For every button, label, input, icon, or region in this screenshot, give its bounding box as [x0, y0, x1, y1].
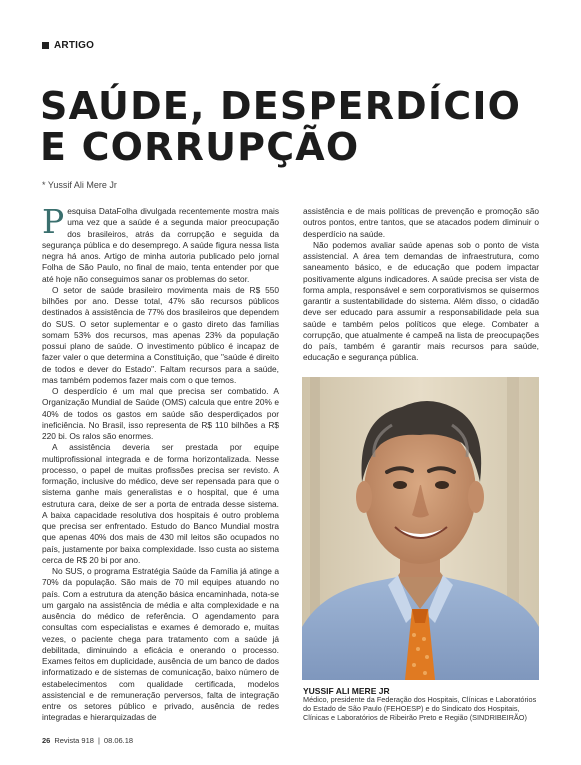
caption-name: YUSSIF ALI MERE JR — [303, 686, 390, 696]
section-label-text: ARTIGO — [54, 40, 95, 51]
page-number: 26 — [42, 736, 51, 745]
paragraph-7: Não podemos avaliar saúde apenas sob o ponto de vista assistencial. A área tem demandas de infraestrutura, como saneamento básico, e de educação que podem impactar positivamente alguns indicadores. A saúde precisa ser vista de forma ampla, responsável e sem corporativismos se quisermos garantir a sustentabilidade do sistema. Além disso, o cidadão deve ser educado para assumir a responsabilidade pela sua saúde e também pelos políticos que elege. Combater a corrupção, que atualmente é campeã na lista de preocupações do país, também é garantir mais recursos para saúde, educação e segurança pública. — [303, 239, 539, 363]
paragraph-3: O desperdício é um mal que precisa ser combatido. A Organização Mundial de Saúde (OMS) calcula que entre 20% e 40% de todos os gastos em saúde são desperdiçados por ineficiência. No Brasil, isso representa de R$ 110 bilhões a R$ 220 bi. Os ralos são enormes. — [42, 386, 279, 441]
section-square-icon — [42, 42, 49, 49]
publication-name: Revista 918 — [54, 736, 94, 745]
page-title — [40, 86, 521, 168]
paragraph-5: No SUS, o programa Estratégia Saúde da Família já atinge a 70% da população. São mais de 70 mil equipes atuando no país. Com a estrutura da atenção básica encaminhada, nota-se um gargalo na assistência de média e alta complexidade e na ausência do médico de referência. O agendamento para consultas com especialistas e exames é demorado e, muitas vezes, o paciente chega para tratamento com a saúde já debilitada, diminuindo a eficácia e onerando o processo. Exames feitos em duplicidade, ausência de um banco de dados informatizado e de sistemas de comunicação, baixo número de estabelecimentos com qualidade certificada, modelos assistencial e de remuneração perversos, falta de integração entre os setores público e privado, ausência de redes integradas e hierarquizadas de — [42, 566, 279, 723]
paragraph-2: O setor de saúde brasileiro movimenta mais de R$ 550 bilhões por ano. Desse total, 47% são recursos públicos destinados à assistência de 77% dos brasileiros que dependem do SUS. O setor suplementar e o gasto direto das famílias somam 53% dos recursos, mas apenas 23% da população possui plano de saúde. O investimento público é incapaz de fazer valer o que determina a Constituição, que "saúde é direito de todos e dever do Estado". Faltam recursos para a saúde, mas também podemos fazer mais com o que temos. — [42, 284, 279, 385]
byline: * Yussif Ali Mere Jr — [42, 180, 117, 190]
author-portrait-image — [302, 377, 539, 680]
footer-separator: | — [97, 736, 100, 745]
caption-text: Médico, presidente da Federação dos Hospitais, Clínicas e Laboratórios do Estado de São Paulo (FEHOESP) e do Sindicato dos Hospitais, Clínicas e Laboratórios de Ribeirão Preto e Região (SINDRIBEIRÃO) — [303, 695, 537, 723]
paragraph-1 — [42, 202, 279, 285]
article-column-1 — [42, 202, 279, 724]
drop-cap: P — [42, 202, 65, 241]
title-line-2: E CORRUPÇÃO — [40, 125, 360, 169]
page-footer — [42, 736, 133, 745]
paragraph-6: assistência e de mais políticas de prevenção e promoção são outros pontos, entre tantos, que se atacados podem diminuir o desperdício na saúde. — [303, 206, 539, 239]
title-line-1: SAÚDE, DESPERDÍCIO — [40, 84, 522, 128]
paragraph-4: A assistência deveria ser prestada por equipe multiprofissional integrada e de forma horizontalizada. Nesse processo, o papel de muitas profissões precisa ser revisto. A formação, inclusive do médico, deve ser repensada para que o sistema ganhe mais generalistas e o hospital, que é uma estrutura cara, deixe de ser a porta de entrada desse sistema. A baixa capacidade resolutiva dos hospitais é outro problema que precisa ser enfrentado. Estudo do Banco Mundial mostra que apenas 40% dos mais de 430 mil leitos são ocupados no país, justamente por baixa complexidade. Isso custa ao sistema cerca de R$ 20 bi por ano. — [42, 442, 279, 565]
section-label — [42, 40, 94, 51]
author-photo — [302, 377, 539, 680]
article-column-2 — [303, 206, 539, 364]
publication-date: 08.06.18 — [103, 736, 134, 745]
paragraph-1-text: esquisa DataFolha divulgada recentemente mostra mais uma vez que a saúde é a segunda maior preocupação dos brasileiros, atrás da corrupção e seguida da segurança pública e do desemprego. A saúde figura nessa lista negra há anos. Artigo de minha autoria publicado pelo jornal Folha de São Paulo, no final de maio, tenta entender por que até hoje não conseguimos sanar os problemas do setor. — [42, 206, 279, 284]
